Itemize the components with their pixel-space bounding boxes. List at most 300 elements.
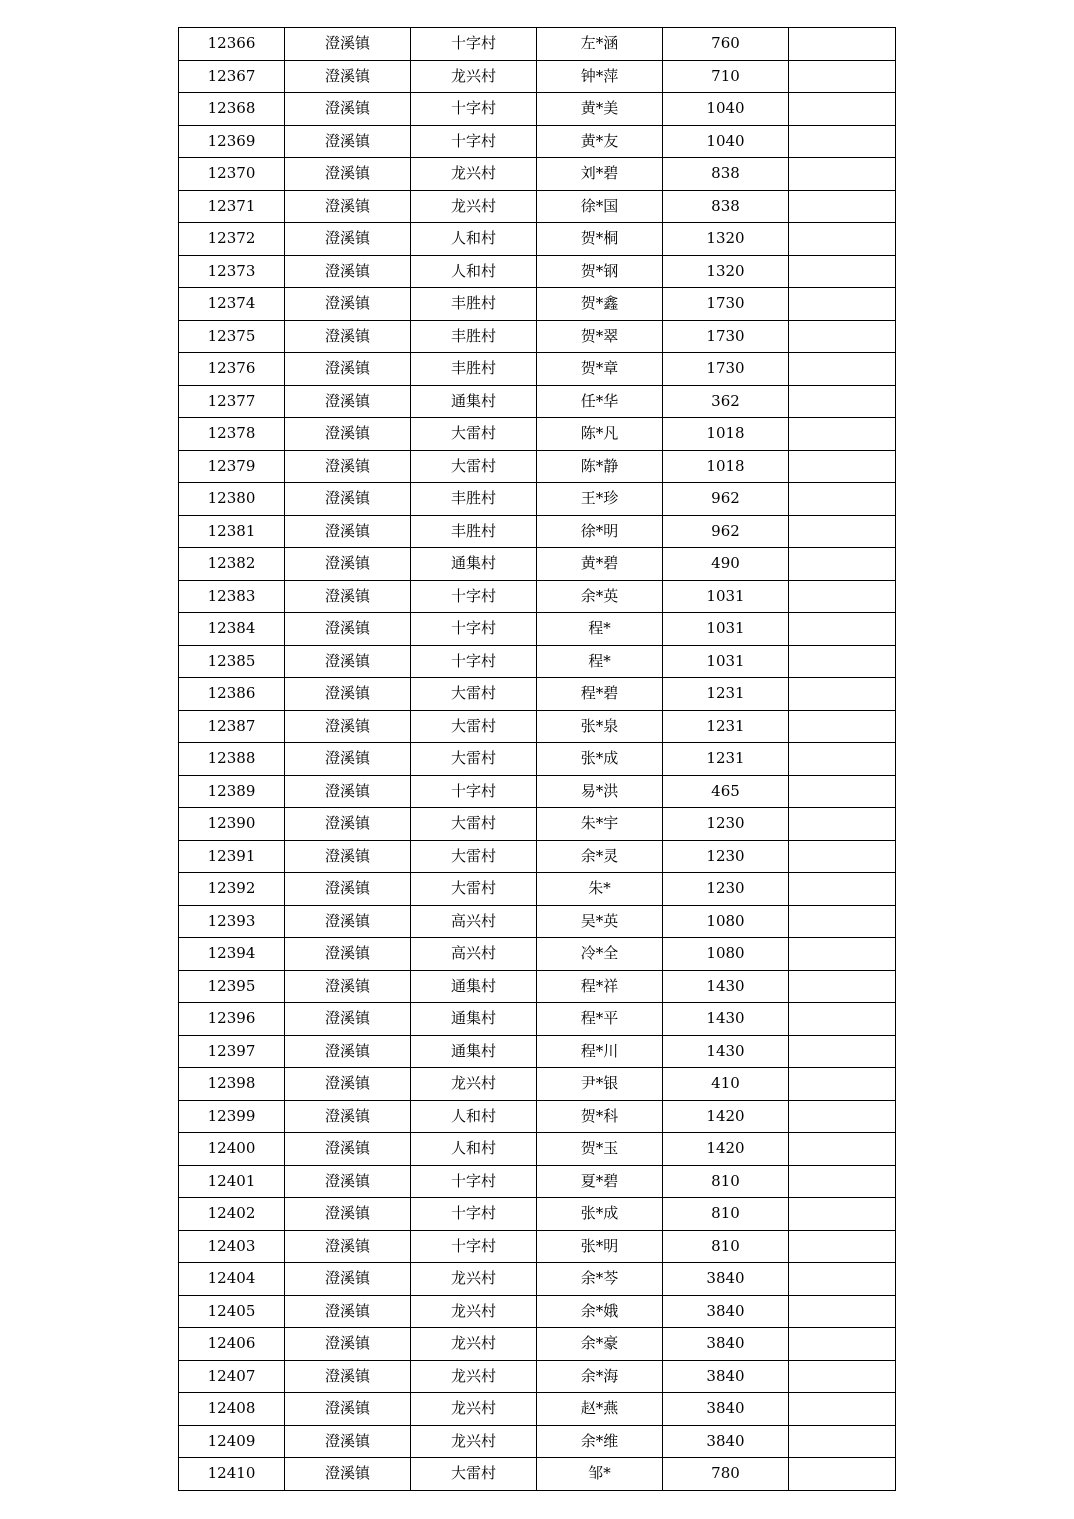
serial-number-cell: 12376: [179, 353, 285, 386]
amount-cell: 1040: [663, 125, 789, 158]
village-cell: 龙兴村: [411, 1328, 537, 1361]
table-row: [179, 158, 896, 191]
note-cell: [789, 548, 896, 581]
town-cell: 澄溪镇: [285, 1328, 411, 1361]
town-cell: 澄溪镇: [285, 678, 411, 711]
town-cell: 澄溪镇: [285, 743, 411, 776]
note-cell: [789, 1198, 896, 1231]
serial-number-cell: 12368: [179, 93, 285, 126]
serial-number-cell: 12384: [179, 613, 285, 646]
serial-number-cell: 12399: [179, 1100, 285, 1133]
town-cell: 澄溪镇: [285, 1230, 411, 1263]
note-cell: [789, 840, 896, 873]
serial-number-cell: 12366: [179, 28, 285, 61]
serial-number-cell: 12395: [179, 970, 285, 1003]
serial-number-cell: 12404: [179, 1263, 285, 1296]
table-row: [179, 1425, 896, 1458]
village-cell: 通集村: [411, 1035, 537, 1068]
town-cell: 澄溪镇: [285, 255, 411, 288]
amount-cell: 1031: [663, 580, 789, 613]
table-row: [179, 93, 896, 126]
amount-cell: 1018: [663, 450, 789, 483]
amount-cell: 810: [663, 1165, 789, 1198]
amount-cell: 1080: [663, 905, 789, 938]
table-row: [179, 1393, 896, 1426]
town-cell: 澄溪镇: [285, 1393, 411, 1426]
table-row: [179, 1263, 896, 1296]
note-cell: [789, 1425, 896, 1458]
village-cell: 龙兴村: [411, 1393, 537, 1426]
amount-cell: 3840: [663, 1393, 789, 1426]
town-cell: 澄溪镇: [285, 840, 411, 873]
person-name-cell: 贺*鑫: [537, 288, 663, 321]
amount-cell: 362: [663, 385, 789, 418]
town-cell: 澄溪镇: [285, 970, 411, 1003]
amount-cell: 3840: [663, 1425, 789, 1458]
serial-number-cell: 12402: [179, 1198, 285, 1231]
village-cell: 龙兴村: [411, 158, 537, 191]
serial-number-cell: 12367: [179, 60, 285, 93]
amount-cell: 3840: [663, 1328, 789, 1361]
serial-number-cell: 12408: [179, 1393, 285, 1426]
serial-number-cell: 12370: [179, 158, 285, 191]
person-name-cell: 徐*国: [537, 190, 663, 223]
table-row: [179, 1035, 896, 1068]
village-cell: 十字村: [411, 28, 537, 61]
amount-cell: 962: [663, 515, 789, 548]
town-cell: 澄溪镇: [285, 450, 411, 483]
note-cell: [789, 1230, 896, 1263]
serial-number-cell: 12377: [179, 385, 285, 418]
person-name-cell: 冷*全: [537, 938, 663, 971]
town-cell: 澄溪镇: [285, 645, 411, 678]
amount-cell: 3840: [663, 1360, 789, 1393]
village-cell: 大雷村: [411, 1458, 537, 1491]
note-cell: [789, 28, 896, 61]
person-name-cell: 余*豪: [537, 1328, 663, 1361]
town-cell: 澄溪镇: [285, 223, 411, 256]
person-name-cell: 陈*凡: [537, 418, 663, 451]
note-cell: [789, 1133, 896, 1166]
table-row: [179, 873, 896, 906]
town-cell: 澄溪镇: [285, 1165, 411, 1198]
note-cell: [789, 320, 896, 353]
village-cell: 龙兴村: [411, 1360, 537, 1393]
note-cell: [789, 808, 896, 841]
amount-cell: 3840: [663, 1295, 789, 1328]
person-name-cell: 贺*玉: [537, 1133, 663, 1166]
person-name-cell: 夏*碧: [537, 1165, 663, 1198]
serial-number-cell: 12401: [179, 1165, 285, 1198]
amount-cell: 1230: [663, 840, 789, 873]
amount-cell: 1018: [663, 418, 789, 451]
serial-number-cell: 12371: [179, 190, 285, 223]
note-cell: [789, 1100, 896, 1133]
village-cell: 十字村: [411, 1165, 537, 1198]
note-cell: [789, 418, 896, 451]
note-cell: [789, 613, 896, 646]
person-name-cell: 任*华: [537, 385, 663, 418]
note-cell: [789, 775, 896, 808]
amount-cell: 3840: [663, 1263, 789, 1296]
town-cell: 澄溪镇: [285, 28, 411, 61]
serial-number-cell: 12391: [179, 840, 285, 873]
table-row: [179, 580, 896, 613]
town-cell: 澄溪镇: [285, 483, 411, 516]
serial-number-cell: 12381: [179, 515, 285, 548]
table-row: [179, 255, 896, 288]
table-row: [179, 645, 896, 678]
village-cell: 人和村: [411, 1100, 537, 1133]
amount-cell: 490: [663, 548, 789, 581]
note-cell: [789, 353, 896, 386]
village-cell: 通集村: [411, 970, 537, 1003]
table-row: [179, 743, 896, 776]
person-name-cell: 余*芩: [537, 1263, 663, 1296]
table-row: [179, 808, 896, 841]
town-cell: 澄溪镇: [285, 1458, 411, 1491]
note-cell: [789, 515, 896, 548]
person-name-cell: 贺*钢: [537, 255, 663, 288]
town-cell: 澄溪镇: [285, 190, 411, 223]
village-cell: 十字村: [411, 93, 537, 126]
amount-cell: 1230: [663, 873, 789, 906]
table-row: [179, 678, 896, 711]
table-row: [179, 1100, 896, 1133]
note-cell: [789, 125, 896, 158]
serial-number-cell: 12375: [179, 320, 285, 353]
village-cell: 龙兴村: [411, 60, 537, 93]
serial-number-cell: 12373: [179, 255, 285, 288]
amount-cell: 838: [663, 190, 789, 223]
town-cell: 澄溪镇: [285, 580, 411, 613]
table-row: [179, 1068, 896, 1101]
serial-number-cell: 12393: [179, 905, 285, 938]
village-cell: 龙兴村: [411, 1263, 537, 1296]
amount-cell: 1231: [663, 710, 789, 743]
table-row: [179, 223, 896, 256]
table-row: [179, 1328, 896, 1361]
serial-number-cell: 12369: [179, 125, 285, 158]
amount-cell: 1080: [663, 938, 789, 971]
note-cell: [789, 1393, 896, 1426]
amount-cell: 810: [663, 1230, 789, 1263]
person-name-cell: 吴*英: [537, 905, 663, 938]
village-cell: 通集村: [411, 1003, 537, 1036]
village-cell: 大雷村: [411, 840, 537, 873]
person-name-cell: 程*川: [537, 1035, 663, 1068]
village-cell: 通集村: [411, 548, 537, 581]
note-cell: [789, 580, 896, 613]
village-cell: 丰胜村: [411, 320, 537, 353]
village-cell: 大雷村: [411, 678, 537, 711]
village-cell: 大雷村: [411, 710, 537, 743]
town-cell: 澄溪镇: [285, 515, 411, 548]
village-cell: 龙兴村: [411, 1295, 537, 1328]
table-row: [179, 320, 896, 353]
serial-number-cell: 12378: [179, 418, 285, 451]
person-name-cell: 贺*章: [537, 353, 663, 386]
town-cell: 澄溪镇: [285, 1360, 411, 1393]
note-cell: [789, 1165, 896, 1198]
amount-cell: 838: [663, 158, 789, 191]
town-cell: 澄溪镇: [285, 1003, 411, 1036]
town-cell: 澄溪镇: [285, 808, 411, 841]
serial-number-cell: 12385: [179, 645, 285, 678]
serial-number-cell: 12397: [179, 1035, 285, 1068]
person-name-cell: 张*成: [537, 743, 663, 776]
note-cell: [789, 1360, 896, 1393]
person-name-cell: 朱*: [537, 873, 663, 906]
serial-number-cell: 12380: [179, 483, 285, 516]
amount-cell: 1430: [663, 1003, 789, 1036]
person-name-cell: 程*: [537, 613, 663, 646]
person-name-cell: 贺*翠: [537, 320, 663, 353]
village-cell: 大雷村: [411, 808, 537, 841]
amount-cell: 1320: [663, 255, 789, 288]
amount-cell: 1420: [663, 1133, 789, 1166]
table-row: [179, 1295, 896, 1328]
person-name-cell: 贺*桐: [537, 223, 663, 256]
serial-number-cell: 12406: [179, 1328, 285, 1361]
table-row: [179, 1360, 896, 1393]
town-cell: 澄溪镇: [285, 548, 411, 581]
table-row: [179, 613, 896, 646]
amount-cell: 410: [663, 1068, 789, 1101]
town-cell: 澄溪镇: [285, 1425, 411, 1458]
amount-cell: 1420: [663, 1100, 789, 1133]
amount-cell: 780: [663, 1458, 789, 1491]
person-name-cell: 张*泉: [537, 710, 663, 743]
table-row: [179, 970, 896, 1003]
serial-number-cell: 12407: [179, 1360, 285, 1393]
village-cell: 大雷村: [411, 873, 537, 906]
amount-cell: 1430: [663, 1035, 789, 1068]
town-cell: 澄溪镇: [285, 60, 411, 93]
serial-number-cell: 12383: [179, 580, 285, 613]
person-name-cell: 钟*萍: [537, 60, 663, 93]
village-cell: 龙兴村: [411, 190, 537, 223]
town-cell: 澄溪镇: [285, 320, 411, 353]
village-cell: 丰胜村: [411, 288, 537, 321]
note-cell: [789, 483, 896, 516]
person-name-cell: 程*祥: [537, 970, 663, 1003]
person-name-cell: 余*灵: [537, 840, 663, 873]
town-cell: 澄溪镇: [285, 1068, 411, 1101]
amount-cell: 1031: [663, 613, 789, 646]
village-cell: 龙兴村: [411, 1425, 537, 1458]
table-row: [179, 418, 896, 451]
note-cell: [789, 93, 896, 126]
village-cell: 丰胜村: [411, 515, 537, 548]
amount-cell: 1230: [663, 808, 789, 841]
person-name-cell: 张*明: [537, 1230, 663, 1263]
note-cell: [789, 678, 896, 711]
person-name-cell: 王*珍: [537, 483, 663, 516]
ledger-table: [178, 27, 896, 1491]
note-cell: [789, 255, 896, 288]
table-row: [179, 1198, 896, 1231]
amount-cell: 1730: [663, 353, 789, 386]
note-cell: [789, 905, 896, 938]
town-cell: 澄溪镇: [285, 1198, 411, 1231]
town-cell: 澄溪镇: [285, 873, 411, 906]
village-cell: 十字村: [411, 125, 537, 158]
table-row: [179, 515, 896, 548]
serial-number-cell: 12410: [179, 1458, 285, 1491]
serial-number-cell: 12409: [179, 1425, 285, 1458]
amount-cell: 1730: [663, 320, 789, 353]
town-cell: 澄溪镇: [285, 93, 411, 126]
town-cell: 澄溪镇: [285, 1100, 411, 1133]
village-cell: 大雷村: [411, 743, 537, 776]
table-row: [179, 450, 896, 483]
person-name-cell: 徐*明: [537, 515, 663, 548]
amount-cell: 465: [663, 775, 789, 808]
village-cell: 大雷村: [411, 418, 537, 451]
village-cell: 通集村: [411, 385, 537, 418]
person-name-cell: 黄*美: [537, 93, 663, 126]
village-cell: 十字村: [411, 580, 537, 613]
town-cell: 澄溪镇: [285, 613, 411, 646]
note-cell: [789, 645, 896, 678]
town-cell: 澄溪镇: [285, 1295, 411, 1328]
table-row: [179, 190, 896, 223]
note-cell: [789, 385, 896, 418]
town-cell: 澄溪镇: [285, 1035, 411, 1068]
note-cell: [789, 743, 896, 776]
town-cell: 澄溪镇: [285, 1133, 411, 1166]
table-row: [179, 775, 896, 808]
village-cell: 十字村: [411, 775, 537, 808]
amount-cell: 710: [663, 60, 789, 93]
note-cell: [789, 60, 896, 93]
amount-cell: 962: [663, 483, 789, 516]
town-cell: 澄溪镇: [285, 418, 411, 451]
table-row: [179, 840, 896, 873]
person-name-cell: 赵*燕: [537, 1393, 663, 1426]
note-cell: [789, 873, 896, 906]
table-row: [179, 1458, 896, 1491]
town-cell: 澄溪镇: [285, 385, 411, 418]
village-cell: 人和村: [411, 223, 537, 256]
serial-number-cell: 12374: [179, 288, 285, 321]
note-cell: [789, 710, 896, 743]
person-name-cell: 程*平: [537, 1003, 663, 1036]
table-row: [179, 28, 896, 61]
table-row: [179, 60, 896, 93]
amount-cell: 810: [663, 1198, 789, 1231]
amount-cell: 760: [663, 28, 789, 61]
note-cell: [789, 450, 896, 483]
person-name-cell: 尹*银: [537, 1068, 663, 1101]
town-cell: 澄溪镇: [285, 775, 411, 808]
serial-number-cell: 12382: [179, 548, 285, 581]
table-row: [179, 1165, 896, 1198]
note-cell: [789, 223, 896, 256]
ledger-body: [179, 28, 896, 1491]
table-row: [179, 938, 896, 971]
serial-number-cell: 12387: [179, 710, 285, 743]
person-name-cell: 易*洪: [537, 775, 663, 808]
note-cell: [789, 1295, 896, 1328]
serial-number-cell: 12398: [179, 1068, 285, 1101]
person-name-cell: 张*成: [537, 1198, 663, 1231]
serial-number-cell: 12394: [179, 938, 285, 971]
serial-number-cell: 12389: [179, 775, 285, 808]
serial-number-cell: 12400: [179, 1133, 285, 1166]
village-cell: 十字村: [411, 613, 537, 646]
village-cell: 十字村: [411, 1230, 537, 1263]
amount-cell: 1031: [663, 645, 789, 678]
person-name-cell: 陈*静: [537, 450, 663, 483]
note-cell: [789, 158, 896, 191]
town-cell: 澄溪镇: [285, 905, 411, 938]
village-cell: 高兴村: [411, 905, 537, 938]
serial-number-cell: 12379: [179, 450, 285, 483]
amount-cell: 1231: [663, 743, 789, 776]
serial-number-cell: 12396: [179, 1003, 285, 1036]
village-cell: 丰胜村: [411, 483, 537, 516]
person-name-cell: 余*英: [537, 580, 663, 613]
person-name-cell: 余*娥: [537, 1295, 663, 1328]
person-name-cell: 朱*宇: [537, 808, 663, 841]
village-cell: 人和村: [411, 1133, 537, 1166]
note-cell: [789, 288, 896, 321]
table-row: [179, 353, 896, 386]
table-row: [179, 548, 896, 581]
table-row: [179, 1003, 896, 1036]
person-name-cell: 左*涵: [537, 28, 663, 61]
village-cell: 十字村: [411, 645, 537, 678]
village-cell: 龙兴村: [411, 1068, 537, 1101]
village-cell: 高兴村: [411, 938, 537, 971]
town-cell: 澄溪镇: [285, 353, 411, 386]
town-cell: 澄溪镇: [285, 1263, 411, 1296]
note-cell: [789, 938, 896, 971]
person-name-cell: 黄*碧: [537, 548, 663, 581]
serial-number-cell: 12405: [179, 1295, 285, 1328]
note-cell: [789, 1328, 896, 1361]
serial-number-cell: 12392: [179, 873, 285, 906]
person-name-cell: 程*: [537, 645, 663, 678]
table-row: [179, 288, 896, 321]
note-cell: [789, 1458, 896, 1491]
person-name-cell: 余*维: [537, 1425, 663, 1458]
serial-number-cell: 12372: [179, 223, 285, 256]
town-cell: 澄溪镇: [285, 158, 411, 191]
note-cell: [789, 970, 896, 1003]
table-row: [179, 1230, 896, 1263]
table-row: [179, 905, 896, 938]
note-cell: [789, 1035, 896, 1068]
person-name-cell: 邹*: [537, 1458, 663, 1491]
person-name-cell: 刘*碧: [537, 158, 663, 191]
village-cell: 人和村: [411, 255, 537, 288]
serial-number-cell: 12386: [179, 678, 285, 711]
note-cell: [789, 190, 896, 223]
serial-number-cell: 12390: [179, 808, 285, 841]
note-cell: [789, 1003, 896, 1036]
village-cell: 大雷村: [411, 450, 537, 483]
table-row: [179, 483, 896, 516]
table-row: [179, 125, 896, 158]
person-name-cell: 黄*友: [537, 125, 663, 158]
amount-cell: 1231: [663, 678, 789, 711]
note-cell: [789, 1263, 896, 1296]
village-cell: 十字村: [411, 1198, 537, 1231]
table-row: [179, 385, 896, 418]
